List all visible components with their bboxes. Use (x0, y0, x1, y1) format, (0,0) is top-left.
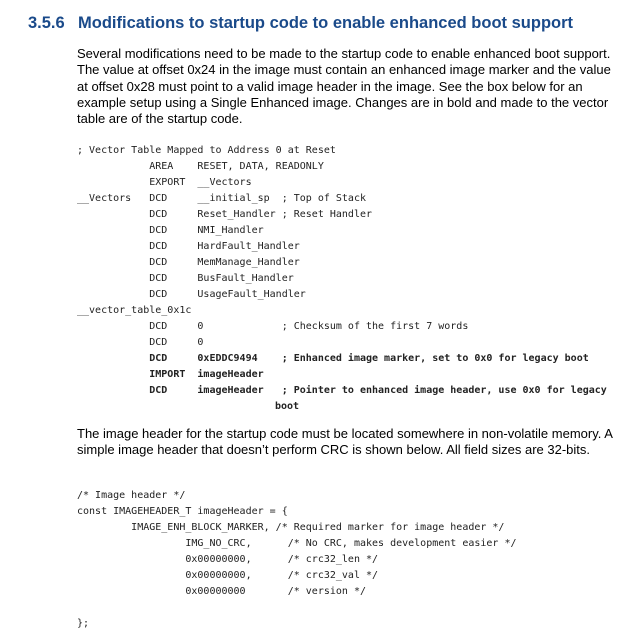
code-line: boot (275, 401, 300, 412)
intro-paragraph: Several modifications need to be made to the startup code to enable enhanced boot support. The value at offset 0x24 in the image must contain an enhanced image marker and the value at offset 0x28 must point to a valid image header in the image. See the box below for an example setup using a Single Enhanced image. Changes are in bold and made to the vector table are of the startup code. (77, 46, 611, 127)
vector-table-code-block (77, 143, 607, 415)
code-line: DCD 0xEDDC9494 ; Enhanced image marker, set to 0x0 for legacy boot (77, 353, 589, 364)
section-title: Modifications to startup code to enable enhanced boot support (78, 14, 574, 32)
code-line: ; Vector Table Mapped to Address 0 at Reset (77, 145, 336, 156)
section-number: 3.5.6 (28, 14, 65, 32)
code-line (77, 600, 517, 616)
code-line: /* Image header */ (77, 490, 186, 501)
code-line: 0x00000000 /* version */ (77, 586, 366, 597)
code-line: IMPORT imageHeader (77, 369, 264, 380)
code-line: DCD BusFault_Handler (77, 273, 294, 284)
code-line: __vector_table_0x1c (77, 305, 192, 316)
code-line: __Vectors DCD __initial_sp ; Top of Stack (77, 193, 366, 204)
code-line: IMG_NO_CRC, /* No CRC, makes development easier */ (77, 538, 517, 549)
code-line: DCD MemManage_Handler (77, 257, 300, 268)
code-line: DCD NMI_Handler (77, 225, 264, 236)
image-header-code-block (77, 488, 517, 632)
code-line: const IMAGEHEADER_T imageHeader = { (77, 506, 288, 517)
image-header-paragraph: The image header for the startup code must be located somewhere in non-volatile memory. A simple image header that doesn’t perform CRC is shown below. All field sizes are 32-bits. (77, 426, 613, 458)
code-line: EXPORT __Vectors (77, 177, 252, 188)
code-line: DCD Reset_Handler ; Reset Handler (77, 209, 373, 220)
code-line: 0x00000000, /* crc32_val */ (77, 570, 379, 581)
code-line: DCD imageHeader ; Pointer to enhanced image header, use 0x0 for legacy (77, 385, 607, 396)
section-heading (28, 14, 573, 33)
code-line: AREA RESET, DATA, READONLY (77, 161, 324, 172)
code-line: }; (77, 618, 90, 629)
code-line: DCD 0 ; Checksum of the first 7 words (77, 321, 469, 332)
code-line: IMAGE_ENH_BLOCK_MARKER, /* Required marker for image header */ (77, 522, 505, 533)
code-line: 0x00000000, /* crc32_len */ (77, 554, 379, 565)
code-line: DCD HardFault_Handler (77, 241, 300, 252)
code-line: DCD 0 (77, 337, 204, 348)
code-line: DCD UsageFault_Handler (77, 289, 306, 300)
